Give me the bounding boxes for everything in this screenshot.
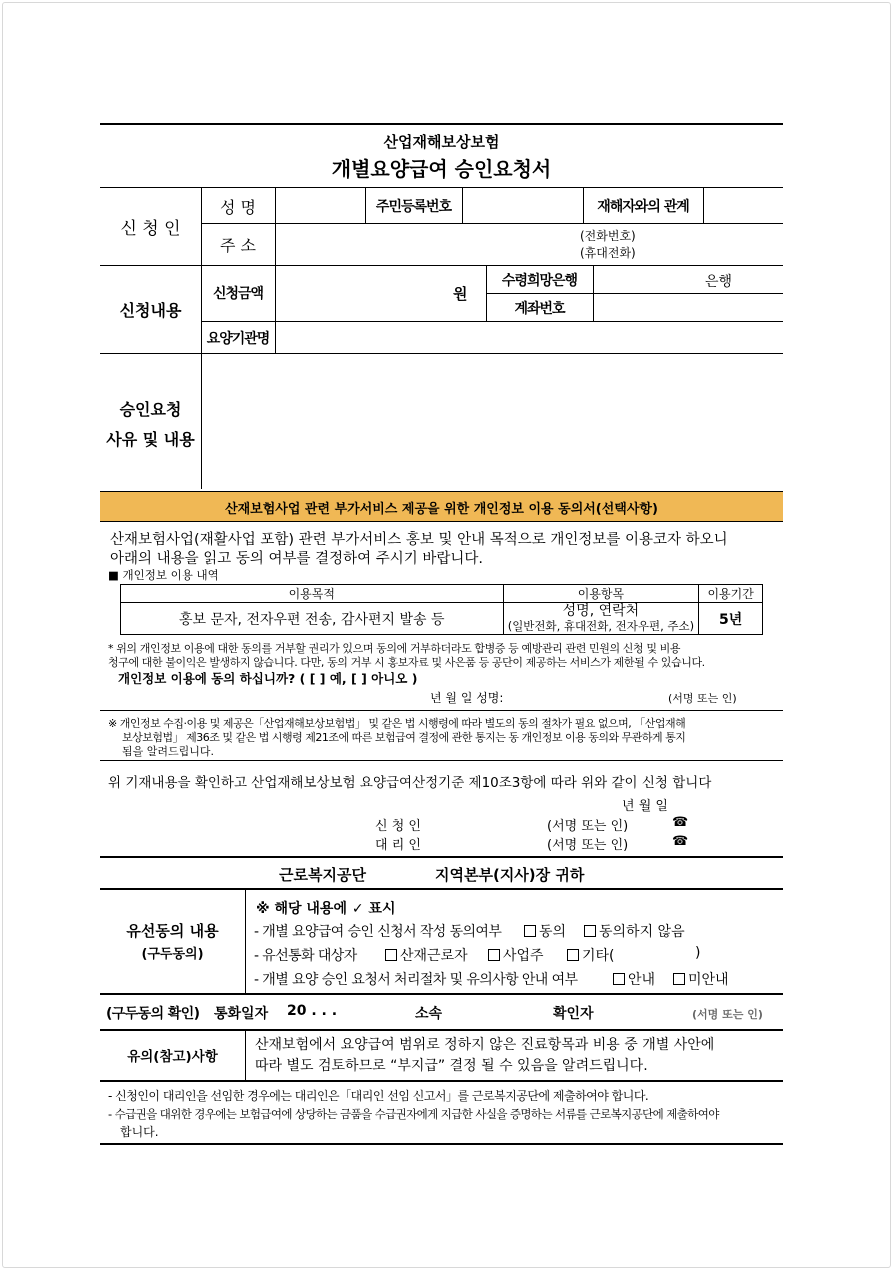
item1-text: - 개별 요양급여 승인 신청서 작성 동의여부: [254, 924, 502, 940]
note-label: 유의(참고)사항: [127, 1049, 218, 1065]
checkbox[interactable]: [567, 949, 579, 961]
legal-line2: 보상보험법」 제36조 및 같은 법 시행령 제21조에 따른 보험급여 결정에 관한 통지는 동 개인정보 이용 동의와 무관하게 통지: [122, 731, 686, 744]
won-unit: 원: [453, 285, 468, 303]
bank-label: 수령희망은행: [501, 273, 578, 289]
item2-other-field[interactable]: [627, 944, 692, 962]
checker-sign-hint: (서명 또는 인): [692, 1008, 763, 1021]
relation-field[interactable]: [704, 188, 783, 222]
applicant-sign-label: 신 청 인: [375, 819, 421, 834]
agent-signature-field[interactable]: [440, 832, 540, 850]
addressee-office: 지역본부(지사)장 귀하: [435, 866, 585, 884]
agent-sign-hint: (서명 또는 인): [547, 838, 629, 853]
phone-consent-label-line1: 유선동의 내용: [126, 922, 219, 940]
usage-title: ■ 개인정보 이용 내역: [108, 568, 219, 582]
checkbox[interactable]: [524, 925, 536, 937]
reason-field[interactable]: [202, 354, 783, 489]
footer-line1: - 신청인이 대리인을 선임한 경우에는 대리인은「대리인 선임 신고서」를 근로복지공단에 제출하여야 합니다.: [108, 1089, 649, 1103]
item2-opt1-label: 산재근로자: [400, 948, 468, 964]
consent-date-sign: 년 월 일 성명:: [430, 691, 504, 705]
reason-label-line2: 사유 및 내용: [106, 430, 195, 449]
name-label: 성 명: [220, 198, 256, 217]
relation-label: 재해자와의 관계: [597, 199, 689, 215]
checkbox[interactable]: [613, 973, 625, 985]
consent-yes-checkbox[interactable]: [312, 668, 344, 684]
applicant-phone-icon: ☎: [672, 815, 689, 830]
consent-intro-line1: 산재보험사업(재활사업 포함) 관련 부가서비스 홍보 및 안내 목적으로 개인정보를 이용코자 하오니: [110, 532, 728, 548]
call-date-label: 통화일자: [214, 1006, 269, 1022]
applicant-sign-hint: (서명 또는 인): [547, 819, 629, 834]
item3-opt2-label: 미안내: [688, 972, 729, 988]
item3-option-not-notified[interactable]: [673, 969, 729, 989]
applicant-signature-field[interactable]: [440, 813, 540, 831]
rule: [100, 1029, 783, 1031]
phone-consent-label-line2: (구두동의): [141, 947, 204, 962]
bank-field[interactable]: [594, 266, 783, 292]
addressee-org: 근로복지공단: [279, 866, 366, 884]
declaration-date: 년 월 일: [622, 799, 668, 814]
rule: [100, 888, 783, 890]
form-title-line1: 산업재해보상보험: [383, 133, 500, 151]
rule: [245, 1030, 246, 1080]
agent-phone-icon: ☎: [672, 834, 689, 849]
purpose-value: 홍보 문자, 전자우편 전송, 감사편지 발송 등: [121, 603, 504, 635]
phone-consent-header: ※ 해당 내용에 ✓ 표시: [256, 901, 396, 917]
legal-line3: 됨을 알려드립니다.: [122, 745, 215, 758]
note-line2: 따라 별도 검토하므로 “부지급” 결정 될 수 있음을 알려드립니다.: [255, 1058, 648, 1074]
notice-line2: 청구에 대한 불이익은 발생하지 않습니다. 다만, 동의 거부 시 홍보자료 및 사은품 등 공단이 제공하는 서비스가 제한될 수 있습니다.: [108, 656, 705, 669]
form-title-line2: 개별요양급여 승인요청서: [331, 157, 552, 181]
consent-question: 개인정보 이용에 동의 하십니까? ( [ ] 예, [ ] 아니오 ): [118, 671, 418, 686]
item3-option-notified[interactable]: [613, 969, 655, 989]
phone-label: (전화번호): [580, 229, 636, 243]
usage-table: [120, 584, 763, 635]
checkbox[interactable]: [673, 973, 685, 985]
reason-label-line1: 승인요청: [119, 400, 182, 419]
consent-title-bar: [100, 491, 783, 522]
checkbox[interactable]: [584, 925, 596, 937]
item2-option-employer[interactable]: [488, 945, 544, 965]
checkbox[interactable]: [488, 949, 500, 961]
address-field[interactable]: [276, 224, 576, 264]
item2-close: ): [695, 945, 701, 961]
consent-signature-field[interactable]: [570, 686, 660, 704]
item1-option-disagree[interactable]: [584, 921, 685, 941]
item2-opt3-label: 기타(: [582, 948, 615, 964]
rule: [100, 710, 783, 711]
rule: [100, 856, 783, 858]
name-field[interactable]: [276, 188, 365, 222]
applicant-section-label: 신 청 인: [120, 219, 181, 239]
amount-label: 신청금액: [212, 286, 264, 302]
rule: [100, 187, 783, 188]
consent-no-checkbox[interactable]: [390, 668, 422, 684]
item3-opt1-label: 안내: [628, 972, 656, 988]
consent-sign-hint: (서명 또는 인): [668, 692, 737, 705]
item2-option-other[interactable]: [567, 945, 615, 965]
note-line1: 산재보험에서 요양급여 범위로 정하지 않은 진료항목과 비용 중 개별 사안에: [255, 1037, 715, 1053]
items-line1: 성명, 연락처: [562, 602, 640, 619]
items-line2: (일반전화, 휴대전화, 전자우편, 주소): [507, 618, 695, 633]
agent-sign-label: 대 리 인: [375, 838, 421, 853]
item2-opt2-label: 사업주: [503, 948, 544, 964]
consent-title: 산재보험사업 관련 부가서비스 제공을 위한 개인정보 이용 동의서(선택사항): [225, 502, 658, 517]
dept-label: 소속: [415, 1006, 443, 1022]
item2-text: - 유선통화 대상자: [254, 948, 357, 964]
item3-text: - 개별 요양 승인 요청서 처리절차 및 유의사항 안내 여부: [254, 972, 578, 988]
footer-line2: - 수급권을 대위한 경우에는 보험급여에 상당하는 금품을 수급권자에게 지급한 사실을 증명하는 서류를 근로복지공단에 제출하여야: [108, 1107, 719, 1121]
institution-label: 요양기관명: [206, 331, 270, 347]
institution-field[interactable]: [276, 322, 783, 353]
period-value: 5년: [699, 603, 763, 635]
notice-line1: * 위의 개인정보 이용에 대한 동의를 거부할 권리가 있으며 동의에 거부하더라도 합병증 등 예방관리 관련 민원의 신청 및 비용: [108, 642, 681, 655]
rule: [100, 1143, 783, 1145]
dept-field[interactable]: [455, 1000, 545, 1022]
verify-label: (구두동의 확인): [106, 1006, 200, 1022]
item1-opt2-label: 동의하지 않음: [599, 924, 685, 940]
checkbox[interactable]: [385, 949, 397, 961]
rrn-field[interactable]: [463, 188, 583, 222]
mobile-label: (휴대전화): [580, 246, 636, 260]
rule: [100, 993, 783, 995]
footer-line3: 합니다.: [120, 1125, 159, 1139]
account-label: 계좌번호: [514, 301, 565, 317]
call-date-value: 20 . . .: [287, 1003, 338, 1019]
consent-intro-line2: 아래의 내용을 읽고 동의 여부를 결정하여 주시기 바랍니다.: [110, 551, 484, 567]
rule: [100, 1080, 783, 1082]
account-field[interactable]: [594, 294, 783, 320]
rrn-label: 주민등록번호: [375, 199, 452, 215]
request-section-label: 신청내용: [119, 301, 182, 320]
declaration-statement: 위 기재내용을 확인하고 산업재해보상보험 요양급여산정기준 제10조3항에 따라 위와 같이 신청 합니다: [108, 775, 712, 791]
item1-opt1-label: 동의: [539, 924, 567, 940]
checker-field[interactable]: [605, 1000, 690, 1022]
top-rule: [100, 123, 783, 125]
checker-label: 확인자: [553, 1006, 594, 1022]
bank-unit: 은행: [705, 274, 733, 290]
col-purpose: 이용목적: [121, 585, 504, 603]
address-label: 주 소: [220, 236, 256, 255]
col-items: 이용항목: [503, 585, 699, 603]
item1-option-agree[interactable]: [524, 921, 566, 941]
rule: [245, 889, 246, 993]
item2-option-worker[interactable]: [385, 945, 468, 965]
legal-line1: ※ 개인정보 수집·이용 및 제공은「산업재해보상보험법」 및 같은 법 시행령에 따라 별도의 동의 절차가 필요 없으며, 「산업재해: [108, 717, 686, 730]
col-period: 이용기간: [699, 585, 763, 603]
rule: [100, 760, 783, 761]
